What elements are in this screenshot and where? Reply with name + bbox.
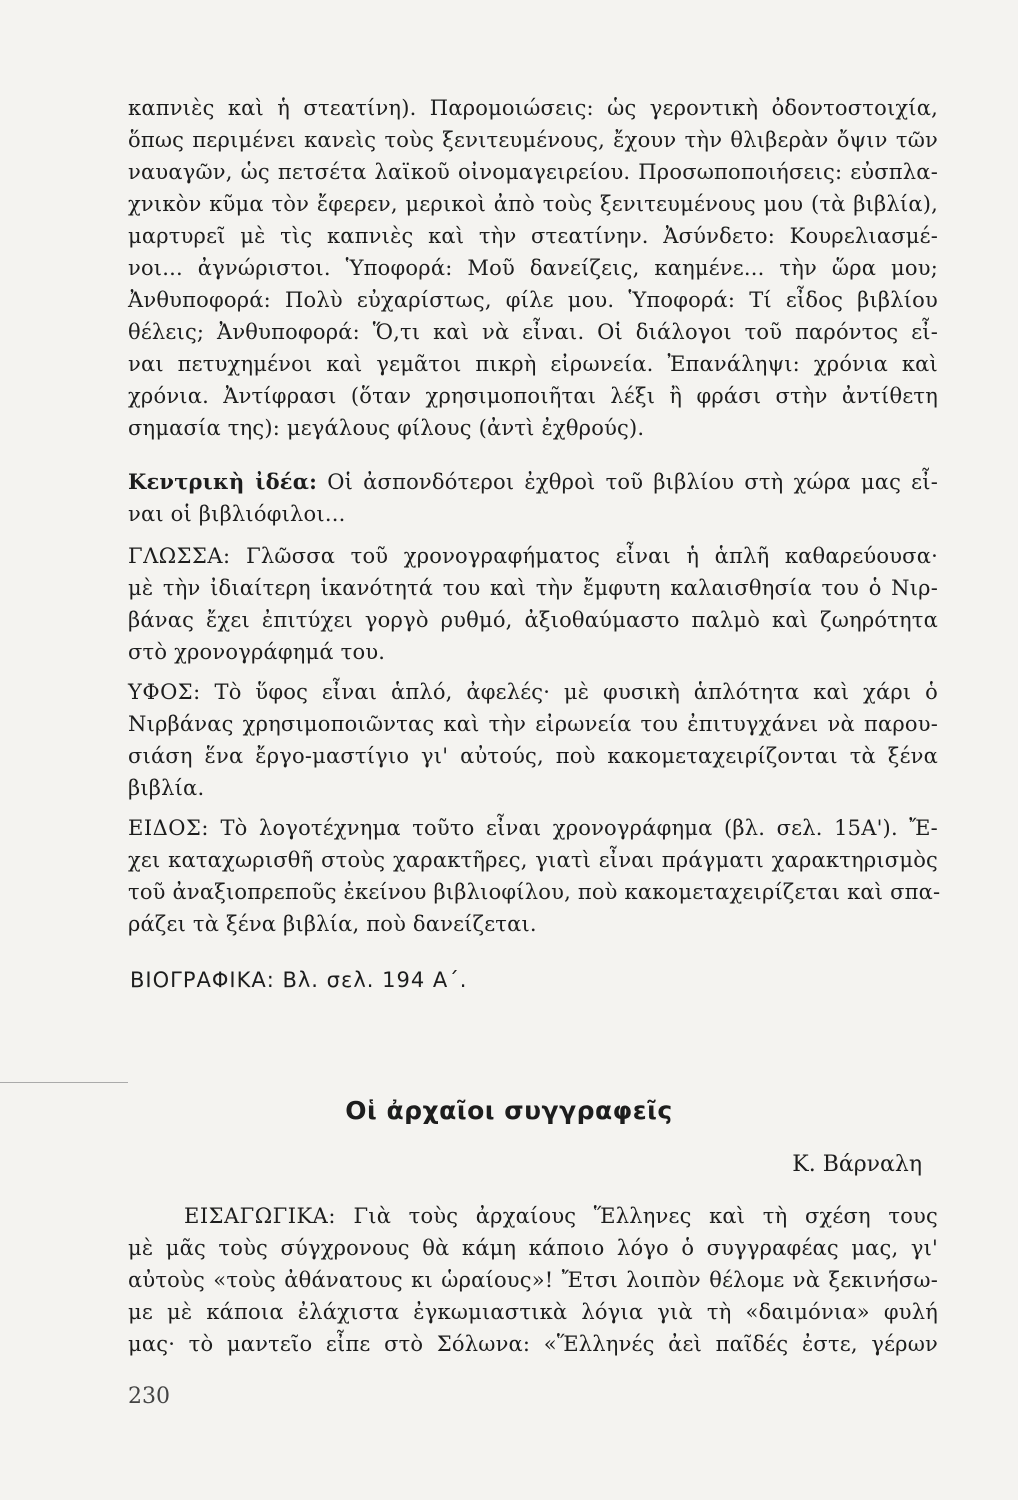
text-line: θέλεις; Ἀνθυποφορά: Ὅ,τι καὶ νὰ εἶναι. Οἱ διάλογοι τοῦ παρόντος εἶ-: [128, 320, 938, 344]
text-line: μὲ μᾶς τοὺς σύγχρονους θὰ κάμη κάποιο λόγο ὁ συγγραφέας μας, γι': [128, 1236, 938, 1260]
text-line: Τὸ ὕφος εἶναι ἁπλό, ἀφελές· μὲ φυσικὴ ἁπλότητα καὶ χάρι ὁ: [214, 680, 938, 704]
text-line: μαρτυρεῖ μὲ τὶς καπνιὲς καὶ τὴν στεατίνην. Ἀσύνδετο: Κουρελιασμέ-: [128, 224, 938, 248]
text-line: χνικὸν κῦμα τὸν ἔφερεν, μερικοὶ ἀπὸ τοὺς ξενιτευμένους μου (τὰ βιβλία),: [128, 192, 938, 216]
text-line: σιάση ἕνα ἔργο-μαστίγιο γι' αὐτούς, ποὺ κακομεταχειρίζονται τὰ ξένα: [128, 744, 938, 768]
text-line: ναι πετυχημένοι καὶ γεμᾶτοι πικρὴ εἰρωνεία. Ἐπανάληψι: χρόνια καὶ: [128, 352, 938, 376]
margin-rule: [0, 1082, 128, 1083]
page-number: 230: [128, 1384, 170, 1409]
text-line: βάνας ἔχει ἐπιτύχει γοργὸ ρυθμό, ἀξιοθαύμαστο παλμὸ καὶ ζωηρότητα: [128, 608, 938, 632]
text-line: αὐτοὺς «τοὺς ἀθάνατους κι ὡραίους»! Ἔτσι λοιπὸν θέλομε νὰ ξεκινήσω-: [128, 1268, 938, 1292]
text-line: βιβλία.: [128, 776, 205, 800]
author-name: Κ. Βάρναλη: [792, 1152, 922, 1177]
text-line: νοι... ἀγνώριστοι. Ὑποφορά: Μοῦ δανείζεις, καημένε... τὴν ὥρα μου;: [128, 256, 938, 280]
text-line: τοῦ ἀναξιοπρεποῦς ἐκείνου βιβλιοφίλου, ποὺ κακομεταχειρίζεται καὶ σπα-: [128, 880, 941, 904]
biography-reference: ΒΙΟΓΡΑΦΙΚΑ: Βλ. σελ. 194 Α΄.: [130, 968, 468, 992]
text-line: ράζει τὰ ξένα βιβλία, ποὺ δανείζεται.: [128, 912, 537, 936]
text-line: ναι οἱ βιβλιόφιλοι...: [128, 502, 346, 526]
text-line: χει καταχωρισθῆ στοὺς χαρακτῆρες, γιατὶ εἶναι πράγματι χαρακτηρισμὸς: [128, 848, 938, 872]
text-line: μας· τὸ μαντεῖο εἶπε στὸ Σόλωνα: «Ἕλληνές ἀεὶ παῖδές ἐστε, γέρων: [128, 1332, 938, 1356]
genre-label: ΕΙΔΟΣ:: [128, 816, 209, 840]
central-idea-label: Κεντρικὴ ἰδέα:: [128, 469, 318, 494]
style-label: ΥΦΟΣ:: [128, 680, 201, 704]
genre-paragraph: [128, 812, 941, 940]
text-line: μὲ τὴν ἰδιαίτερη ἱκανότητά του καὶ τὴν ἔμφυτη καλαισθησία του ὁ Νιρ-: [128, 576, 938, 600]
language-paragraph: [128, 540, 938, 668]
text-line: ὅπως περιμένει κανεὶς τοὺς ξενιτευμένους, ἔχουν τὴν θλιβερὰν ὄψιν τῶν: [128, 128, 938, 152]
intro-label: ΕΙΣΑΓΩΓΙΚΑ:: [184, 1204, 336, 1228]
text-line: Οἱ ἀσπονδότεροι ἐχθροὶ τοῦ βιβλίου στὴ χώρα μας εἶ-: [327, 470, 938, 494]
style-paragraph: [128, 676, 938, 804]
text-line: Νιρβάνας χρησιμοποιῶντας καὶ τὴν εἰρωνεία του ἐπιτυγχάνει νὰ παρου-: [128, 712, 938, 736]
text-line: καπνιὲς καὶ ἡ στεατίνη). Παρομοιώσεις: ὡς γεροντικὴ ὀδοντοστοιχία,: [128, 96, 938, 120]
text-line: στὸ χρονογράφημά του.: [128, 640, 386, 664]
text-line: ναυαγῶν, ὡς πετσέτα λαϊκοῦ οἰνομαγειρείου. Προσωποποιήσεις: εὐσπλα-: [128, 160, 938, 184]
language-label: ΓΛΩΣΣΑ:: [128, 544, 231, 568]
text-line: με μὲ κάποια ἐλάχιστα ἐγκωμιαστικὰ λόγια γιὰ τὴ «δαιμόνια» φυλή: [128, 1300, 938, 1324]
text-line: σημασία της): μεγάλους φίλους (ἀντὶ ἐχθρούς).: [128, 416, 645, 440]
text-line: Τὸ λογοτέχνημα τοῦτο εἶναι χρονογράφημα (βλ. σελ. 15Α'). Ἔ-: [220, 816, 938, 840]
rhetorical-figures-paragraph: [128, 92, 938, 444]
text-line: Γιὰ τοὺς ἀρχαίους Ἕλληνες καὶ τὴ σχέση τους: [353, 1204, 938, 1228]
text-line: Γλῶσσα τοῦ χρονογραφήματος εἶναι ἡ ἁπλῆ καθαρεύουσα·: [246, 544, 938, 568]
text-line: χρόνια. Ἀντίφρασι (ὅταν χρησιμοποιῆται λέξι ἢ φράσι στὴν ἀντίθετη: [128, 384, 938, 408]
introduction-paragraph: [128, 1200, 938, 1360]
text-line: Ἀνθυποφορά: Πολὺ εὐχαρίστως, φίλε μου. Ὑποφορά: Τί εἶδος βιβλίου: [128, 288, 938, 312]
section-title: Οἱ ἀρχαῖοι συγγραφεῖς: [345, 1096, 673, 1125]
central-idea-paragraph: [128, 466, 938, 530]
